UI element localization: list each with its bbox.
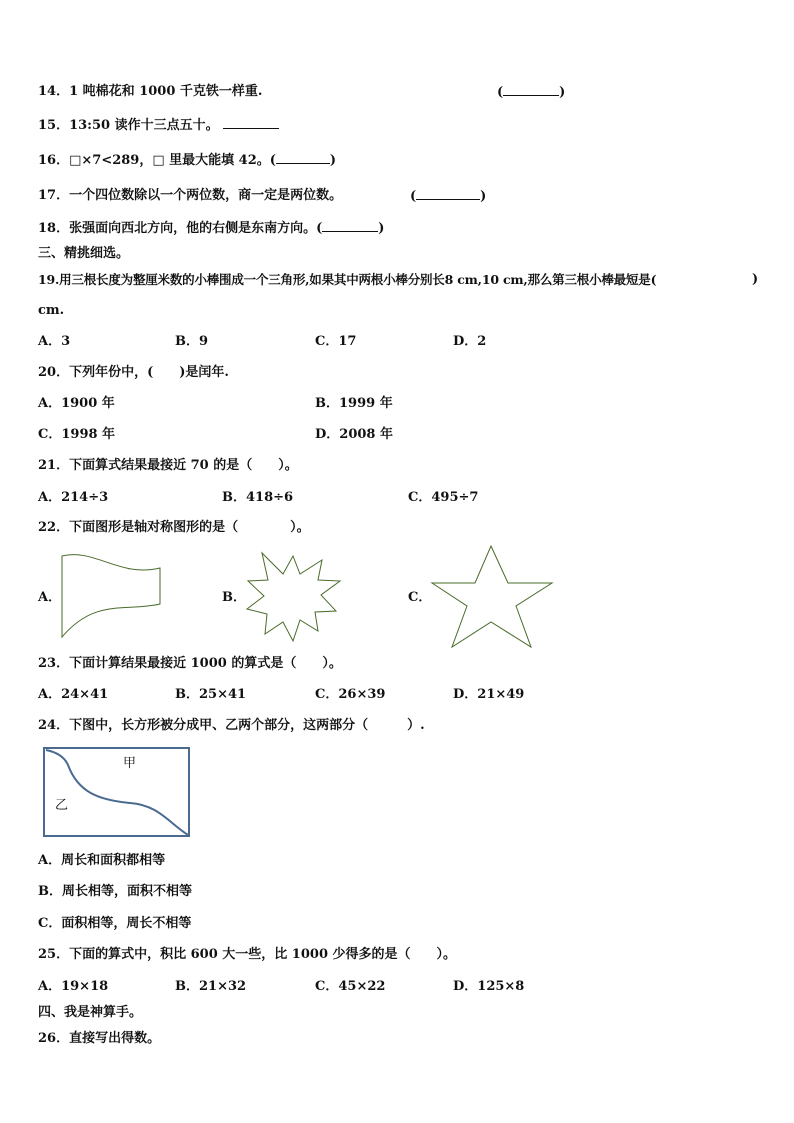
label-jia: 甲: [123, 756, 137, 771]
option-d[interactable]: D．2008 年: [315, 427, 393, 442]
question-25: 25．下面的算式中，积比 600 大一些，比 1000 少得多的是（ ）。: [38, 947, 457, 962]
paren-close: ): [752, 272, 759, 287]
option-c[interactable]: C．495÷7: [408, 490, 479, 505]
option-a[interactable]: A．3: [38, 334, 71, 349]
option-d[interactable]: D．125×8: [453, 979, 525, 994]
paren-open: (: [410, 189, 417, 204]
paren-close: ): [378, 221, 385, 236]
option-c[interactable]: C．面积相等，周长不相等: [38, 916, 192, 931]
question-text: 19.用三根长度为整厘米数的小棒围成一个三角形,如果其中两根小棒分别长8 cm,10 cm,那么第三根小棒最短是(: [38, 272, 657, 287]
option-c[interactable]: C．17: [315, 334, 357, 349]
option-c[interactable]: C．45×22: [315, 979, 386, 994]
question-number: 16．: [38, 153, 70, 168]
option-b[interactable]: B．418÷6: [222, 490, 294, 505]
question-21: 21．下面算式结果最接近 70 的是（ ）。: [38, 458, 298, 473]
option-c[interactable]: C．26×39: [315, 687, 386, 702]
question-text: □×7<289，□ 里最大能填 42。(: [69, 153, 276, 168]
paren-close: ): [559, 85, 566, 100]
question-number: 15．: [38, 118, 70, 133]
section-heading: 四、我是神算手。: [38, 1005, 143, 1020]
paren-close: ): [480, 189, 487, 204]
option-c[interactable]: C．1998 年: [38, 427, 116, 442]
question-number: 17．: [38, 188, 70, 203]
dividing-curve: [46, 750, 188, 835]
question-number: 18．: [38, 221, 70, 236]
question-number: 14．: [38, 84, 70, 99]
question-20: 20．下列年份中，( )是闰年.: [38, 365, 229, 380]
option-b[interactable]: B．: [222, 590, 246, 605]
option-b[interactable]: B．9: [175, 334, 209, 349]
option-a[interactable]: A．周长和面积都相等: [38, 853, 166, 868]
question-text: 1 吨棉花和 1000 千克铁一样重.: [69, 84, 263, 99]
paren-open: (: [497, 85, 504, 100]
option-c[interactable]: C．: [408, 590, 432, 605]
label-yi: 乙: [55, 798, 69, 813]
option-a[interactable]: A．: [38, 590, 62, 605]
question-23: 23．下面计算结果最接近 1000 的算式是（ ）。: [38, 656, 342, 671]
question-text: 一个四位数除以一个两位数，商一定是两位数。: [69, 188, 343, 203]
option-a[interactable]: A．19×18: [38, 979, 109, 994]
question-text: 13:50 读作十三点五十。: [69, 118, 219, 133]
question-22: 22．下面图形是轴对称图形的是（ ）。: [38, 520, 310, 535]
question-26: 26．直接写出得数。: [38, 1031, 161, 1046]
option-a[interactable]: A．24×41: [38, 687, 109, 702]
section-heading: 三、精挑细选。: [38, 246, 130, 261]
option-b[interactable]: B．周长相等，面积不相等: [38, 884, 192, 899]
option-d[interactable]: D．2: [453, 334, 487, 349]
paren-close: ): [329, 153, 337, 168]
option-d[interactable]: D．21×49: [453, 687, 525, 702]
question-text: 张强面向西北方向，他的右侧是东南方向。(: [69, 221, 323, 236]
option-b[interactable]: B．25×41: [175, 687, 247, 702]
option-a[interactable]: A．1900 年: [38, 396, 115, 411]
option-b[interactable]: B．1999 年: [315, 396, 393, 411]
option-a[interactable]: A．214÷3: [38, 490, 109, 505]
question-24: 24．下图中，长方形被分成甲、乙两个部分，这两部分（ ）.: [38, 718, 425, 733]
option-b[interactable]: B．21×32: [175, 979, 247, 994]
question-19-unit: cm.: [38, 303, 65, 318]
